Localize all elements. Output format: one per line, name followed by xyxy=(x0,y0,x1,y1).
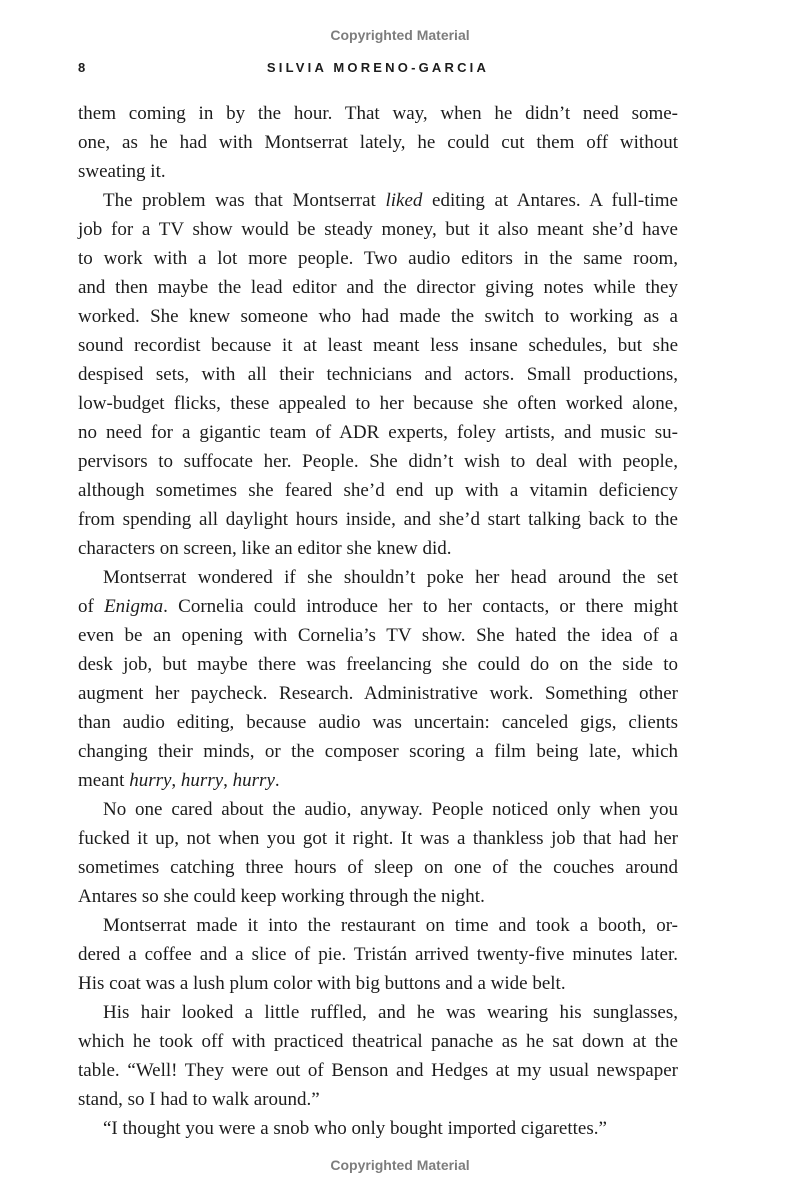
text-line: one, as he had with Montserrat lately, he could cut them off without xyxy=(78,132,678,153)
text-line: pervisors to suffocate her. People. She didn’t wish to deal with people, xyxy=(78,451,678,472)
text-line: sometimes catching three hours of sleep on one of the couches around xyxy=(78,857,678,878)
text-line: No one cared about the audio, anyway. People noticed only when you xyxy=(103,799,678,820)
text-line: job for a TV show would be steady money, but it also meant she’d have xyxy=(78,219,678,240)
text-line: than audio editing, because audio was uncertain: canceled gigs, clients xyxy=(78,712,678,733)
text-line: His hair looked a little ruffled, and he was wearing his sunglasses, xyxy=(103,1002,678,1023)
text-line: “I thought you were a snob who only bought imported cigarettes.” xyxy=(103,1118,607,1139)
page-number: 8 xyxy=(78,60,86,75)
running-head xyxy=(78,60,678,80)
text-run: , xyxy=(171,770,181,791)
text-line: stand, so I had to walk around.” xyxy=(78,1089,320,1110)
text-line xyxy=(78,592,678,621)
text-line: to work with a lot more people. Two audio editors in the same room, xyxy=(78,248,678,269)
text-run: of xyxy=(78,596,105,617)
paragraph xyxy=(78,563,678,795)
text-line: His coat was a lush plum color with big buttons and a wide belt. xyxy=(78,973,566,994)
text-run: meant xyxy=(78,770,130,791)
paragraph xyxy=(78,99,678,186)
text-line: no need for a gigantic team of ADR experts, foley artists, and music su- xyxy=(78,422,678,443)
text-line: desk job, but maybe there was freelancing she could do on the side to xyxy=(78,654,678,675)
emphasis: Enigma xyxy=(104,596,164,617)
text-line: sound recordist because it at least meant less insane schedules, but she xyxy=(78,335,678,356)
text-line: which he took off with practiced theatrical panache as he sat down at the xyxy=(78,1031,678,1052)
text-run: The problem was that Montserrat xyxy=(103,190,386,211)
text-line: them coming in by the hour. That way, when he didn’t need some- xyxy=(78,103,678,124)
text-run: , xyxy=(223,770,233,791)
text-line: characters on screen, like an editor she knew did. xyxy=(78,538,452,559)
emphasis: hurry xyxy=(180,770,224,791)
text-line: and then maybe the lead editor and the director giving notes while they xyxy=(78,277,678,298)
paragraph xyxy=(78,795,678,911)
text-run: . xyxy=(274,770,280,791)
paragraph xyxy=(78,186,678,563)
paragraph xyxy=(78,911,678,998)
emphasis: hurry xyxy=(129,770,172,791)
text-line: despised sets, with all their technicians and actors. Small productions, xyxy=(78,364,678,385)
text-line xyxy=(78,186,678,215)
text-line: although sometimes she feared she’d end up with a vitamin deficiency xyxy=(78,480,678,501)
text-run: editing at Antares. A full-time xyxy=(422,190,678,211)
text-line: from spending all daylight hours inside, and she’d start talking back to the xyxy=(78,509,678,530)
paragraph xyxy=(78,1114,678,1143)
emphasis: hurry xyxy=(232,770,275,791)
text-line: Montserrat wondered if she shouldn’t poke her head around the set xyxy=(103,567,678,588)
copyright-watermark-bottom: Copyrighted Material xyxy=(330,1157,470,1173)
text-line: Montserrat made it into the restaurant on time and took a booth, or- xyxy=(103,915,678,936)
text-line: changing their minds, or the composer scoring a film being late, which xyxy=(78,741,678,762)
body-text xyxy=(78,99,678,1143)
author-header: SILVIA MORENO-GARCIA xyxy=(266,60,490,75)
paragraph xyxy=(78,998,678,1114)
text-line: table. “Well! They were out of Benson and Hedges at my usual newspaper xyxy=(78,1060,678,1081)
text-line xyxy=(78,766,678,795)
text-line: even be an opening with Cornelia’s TV show. She hated the idea of a xyxy=(78,625,678,646)
text-line: worked. She knew someone who had made the switch to working as a xyxy=(78,306,678,327)
emphasis: liked xyxy=(385,190,423,211)
text-line: dered a coffee and a slice of pie. Tristán arrived twenty-five minutes later. xyxy=(78,944,678,965)
text-run: . Cornelia could introduce her to her contacts, or there might xyxy=(163,596,679,617)
text-line: Antares so she could keep working through the night. xyxy=(78,886,485,907)
text-line: sweating it. xyxy=(78,161,166,182)
text-line: fucked it up, not when you got it right. It was a thankless job that had her xyxy=(78,828,678,849)
text-line: low-budget flicks, these appealed to her because she often worked alone, xyxy=(78,393,678,414)
text-line: augment her paycheck. Research. Administrative work. Something other xyxy=(78,683,678,704)
copyright-watermark-top: Copyrighted Material xyxy=(330,27,470,43)
